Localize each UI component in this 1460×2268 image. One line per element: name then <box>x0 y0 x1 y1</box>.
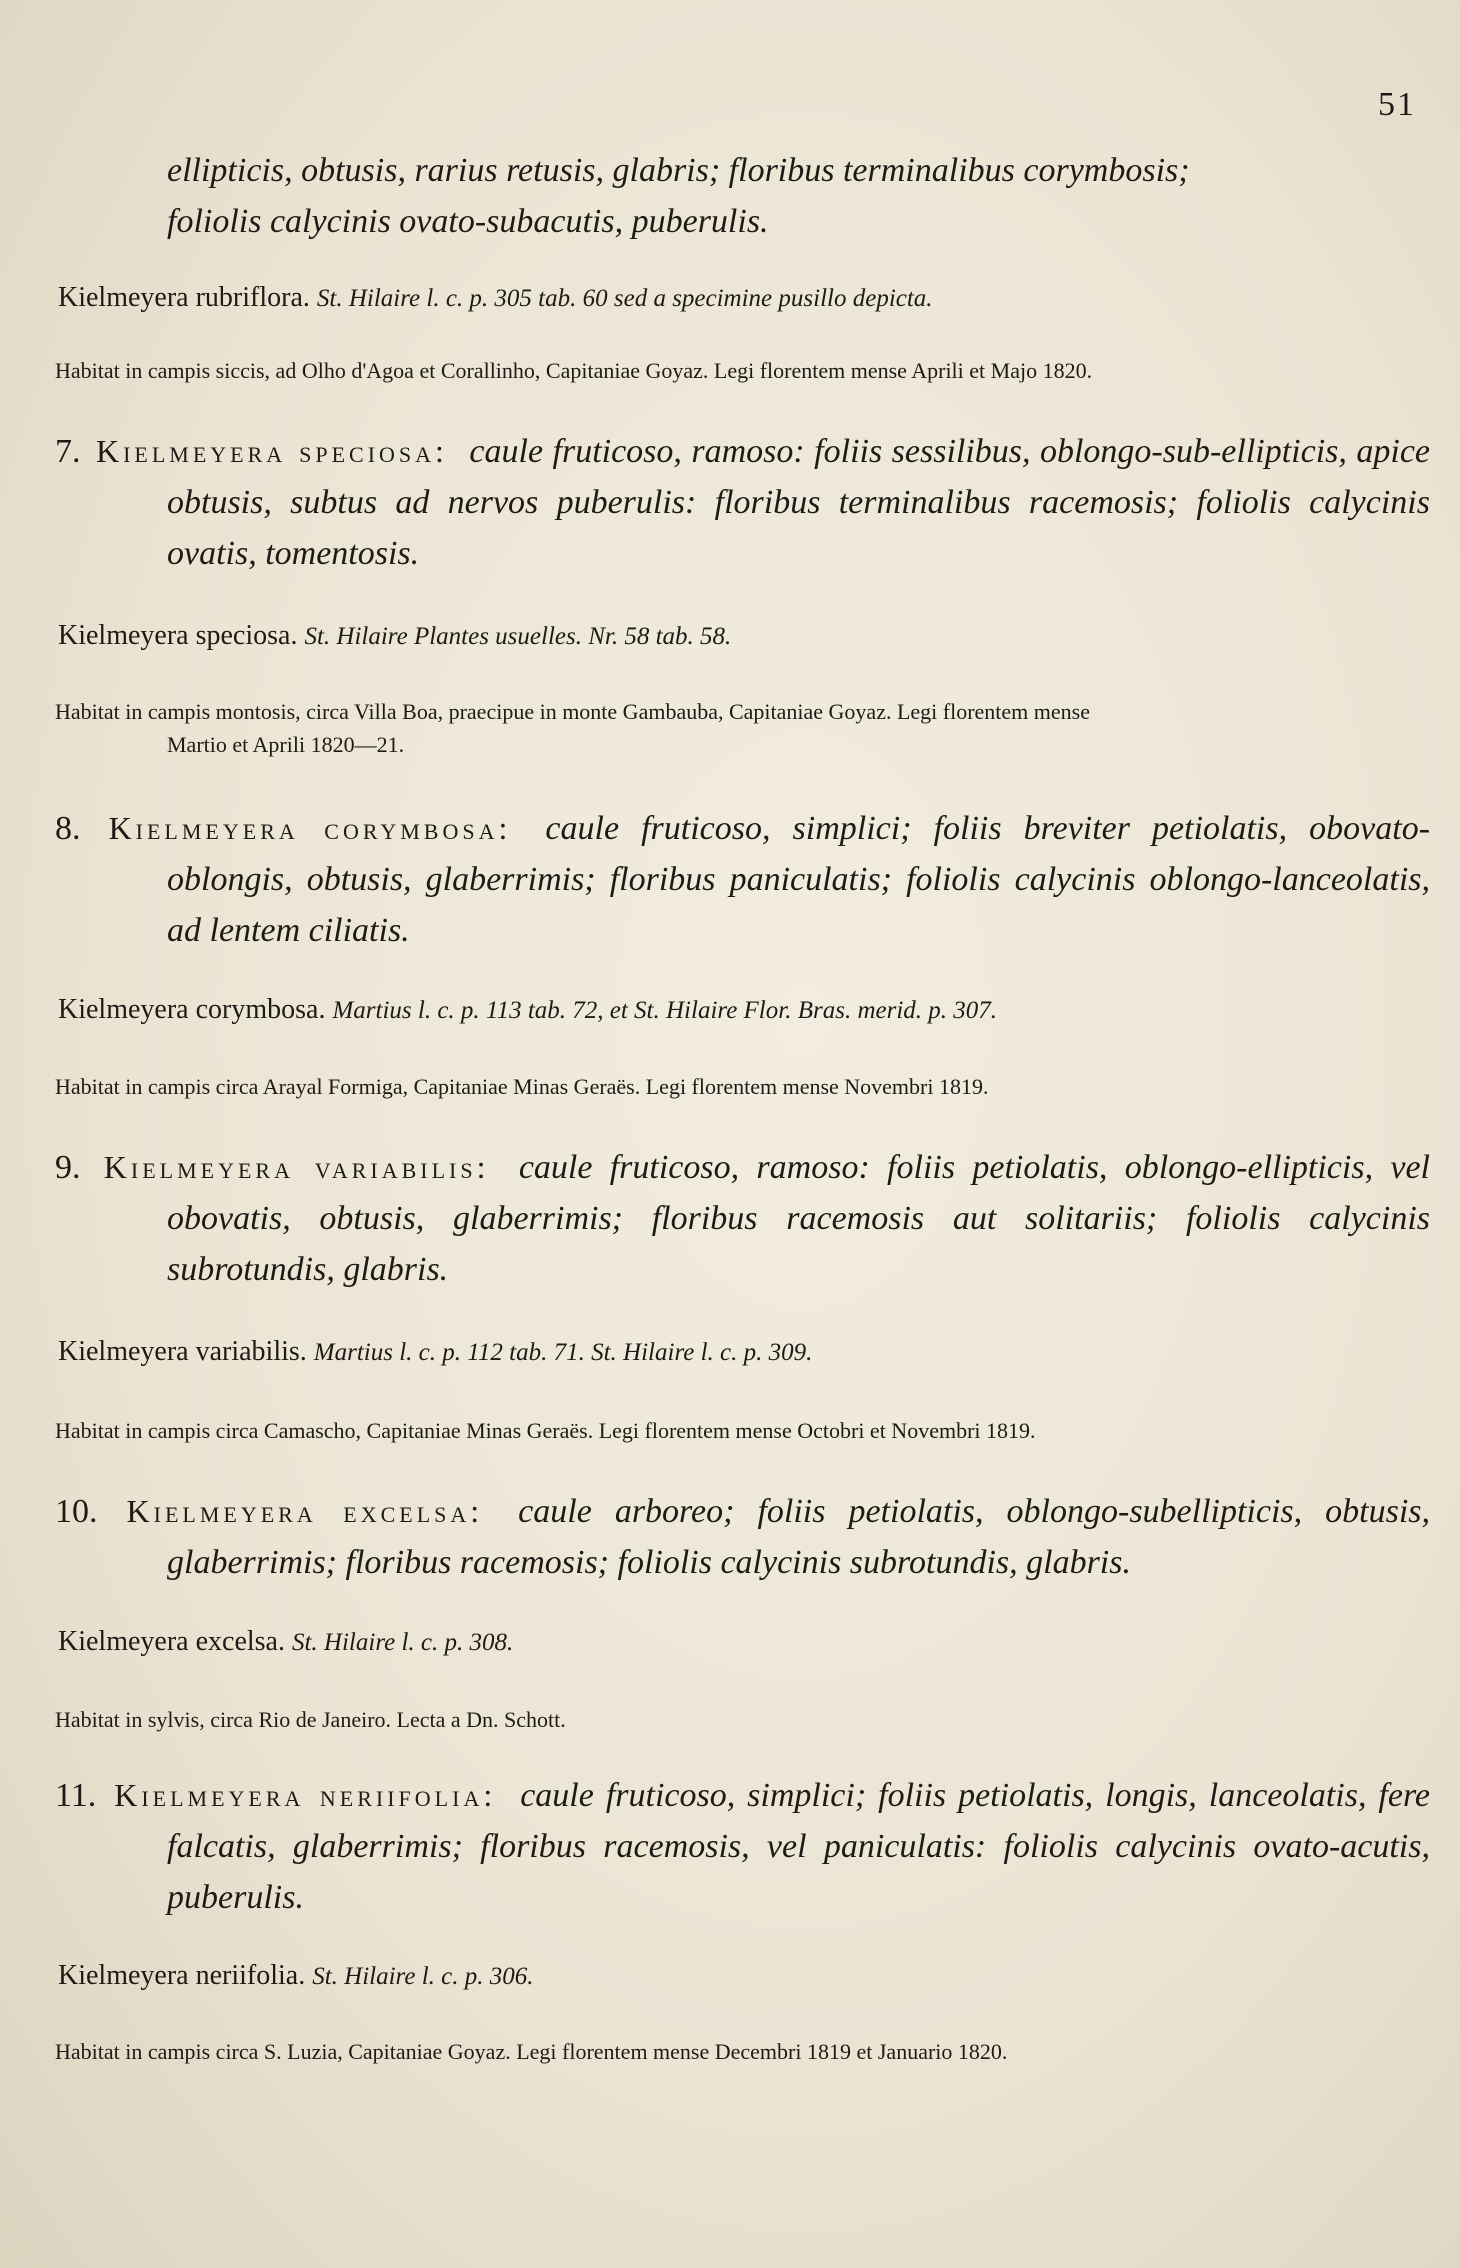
species-name: Kielmeyera speciosa: <box>95 433 448 469</box>
species-name: Kielmeyera corymbosa: <box>108 810 512 846</box>
species-entry <box>0 1142 1460 1295</box>
species-entry <box>0 803 1460 956</box>
species-number: 8. <box>55 810 81 847</box>
synonym-name: Kielmeyera speciosa. <box>58 620 298 651</box>
habitat-line: Habitat in sylvis, circa Rio de Janeiro. Lecta a Dn. Schott. <box>55 1707 566 1732</box>
synonym-name: Kielmeyera excelsa. <box>58 1626 285 1657</box>
synonym-name: Kielmeyera variabilis. <box>58 1336 307 1367</box>
species-entry <box>0 426 1460 579</box>
synonym-line <box>58 1624 1418 1661</box>
species-name: Kielmeyera excelsa: <box>126 1493 484 1529</box>
species-entry <box>0 1770 1460 1923</box>
synonym-line <box>58 1958 1418 1995</box>
species-description: caule fruticoso, simplici; foliis breviter petiolatis, obovato-oblongis, obtusis, glaberrimis; floribus paniculatis; foliolis calycinis oblongo-lanceolatis, ad lentem ciliatis. <box>167 810 1431 949</box>
synonym-line <box>58 280 1418 317</box>
species-number: 11. <box>55 1777 97 1814</box>
species-name: Kielmeyera neriifolia: <box>114 1777 497 1813</box>
synonym-reference: Martius l. c. p. 112 tab. 71. St. Hilaire l. c. p. 309. <box>313 1339 813 1366</box>
species-description: caule fruticoso, ramoso: foliis sessilibus, oblongo-sub-ellipticis, apice obtusis, subtus ad nervos puberulis: floribus terminalibus racemosis; foliolis calycinis ovatis, tomentosis. <box>167 433 1430 572</box>
synonym-reference: St. Hilaire l. c. p. 308. <box>291 1629 514 1656</box>
habitat-line: Habitat in campis circa S. Luzia, Capitaniae Goyaz. Legi florentem mense Decembri 1819 et Januario 1820. <box>55 2039 1008 2064</box>
habitat-note <box>55 1414 1425 1447</box>
intro-diagnosis <box>0 145 1460 247</box>
page-number: 51 <box>1378 86 1416 123</box>
habitat-note: Habitat in campis siccis, ad Olho d'Agoa et Corallinho, Capitaniae Goyaz. Legi florentem mense Aprili et Majo 1820. <box>55 358 1093 383</box>
synonym-line <box>58 992 1418 1029</box>
habitat-line: Habitat in campis circa Camascho, Capitaniae Minas Geraës. Legi florentem mense Octobri et Novembri 1819. <box>55 1418 1036 1443</box>
habitat-line: Habitat in campis circa Arayal Formiga, Capitaniae Minas Geraës. Legi florentem mense Novembri 1819. <box>55 1074 989 1099</box>
habitat-line: Habitat in campis montosis, circa Villa Boa, praecipue in monte Gambauba, Capitaniae Goyaz. Legi florentem mense <box>55 699 1090 724</box>
habitat-note <box>55 2035 1425 2068</box>
synonym-name: Kielmeyera corymbosa. <box>58 994 326 1025</box>
synonym-reference: St. Hilaire Plantes usuelles. Nr. 58 tab. 58. <box>304 623 732 650</box>
synonym-name: Kielmeyera rubriflora. <box>58 282 310 313</box>
species-description: caule fruticoso, ramoso: foliis petiolatis, oblongo-ellipticis, vel obovatis, obtusis, glaberrimis; floribus racemosis aut solitariis; foliolis calycinis subrotundis, glabris. <box>167 1149 1431 1288</box>
synonym-line <box>58 618 1418 655</box>
synonym-reference: Martius l. c. p. 113 tab. 72, et St. Hilaire Flor. Bras. merid. p. 307. <box>332 997 998 1024</box>
species-description: caule arboreo; foliis petiolatis, oblongo-subellipticis, obtusis, glaberrimis; floribus racemosis; foliolis calycinis subrotundis, glabris. <box>167 1493 1431 1581</box>
habitat-note <box>55 1703 1425 1736</box>
habitat-note <box>55 695 1425 761</box>
species-description: caule fruticoso, simplici; foliis petiolatis, longis, lanceolatis, fere falcatis, glaberrimis; floribus racemosis, vel paniculatis: foliolis calycinis ovato-acutis, puberulis. <box>167 1777 1431 1916</box>
species-entry <box>0 1486 1460 1588</box>
synonym-name: Kielmeyera neriifolia. <box>58 1960 306 1991</box>
synonym-line <box>58 1334 1418 1371</box>
species-number: 10. <box>55 1493 98 1530</box>
synonym-reference: St. Hilaire l. c. p. 306. <box>312 1963 534 1990</box>
diagnosis-line: foliolis calycinis ovato-subacutis, puberulis. <box>167 203 769 240</box>
species-number: 9. <box>55 1149 81 1186</box>
diagnosis-line: ellipticis, obtusis, rarius retusis, glabris; floribus terminalibus corymbosis; <box>167 152 1190 189</box>
species-name: Kielmeyera variabilis: <box>103 1149 490 1185</box>
species-number: 7. <box>55 433 81 470</box>
habitat-line: Martio et Aprili 1820—21. <box>167 732 405 757</box>
synonym-reference: St. Hilaire l. c. p. 305 tab. 60 sed a specimine pusillo depicta. <box>316 285 933 312</box>
habitat-note <box>55 1070 1425 1103</box>
